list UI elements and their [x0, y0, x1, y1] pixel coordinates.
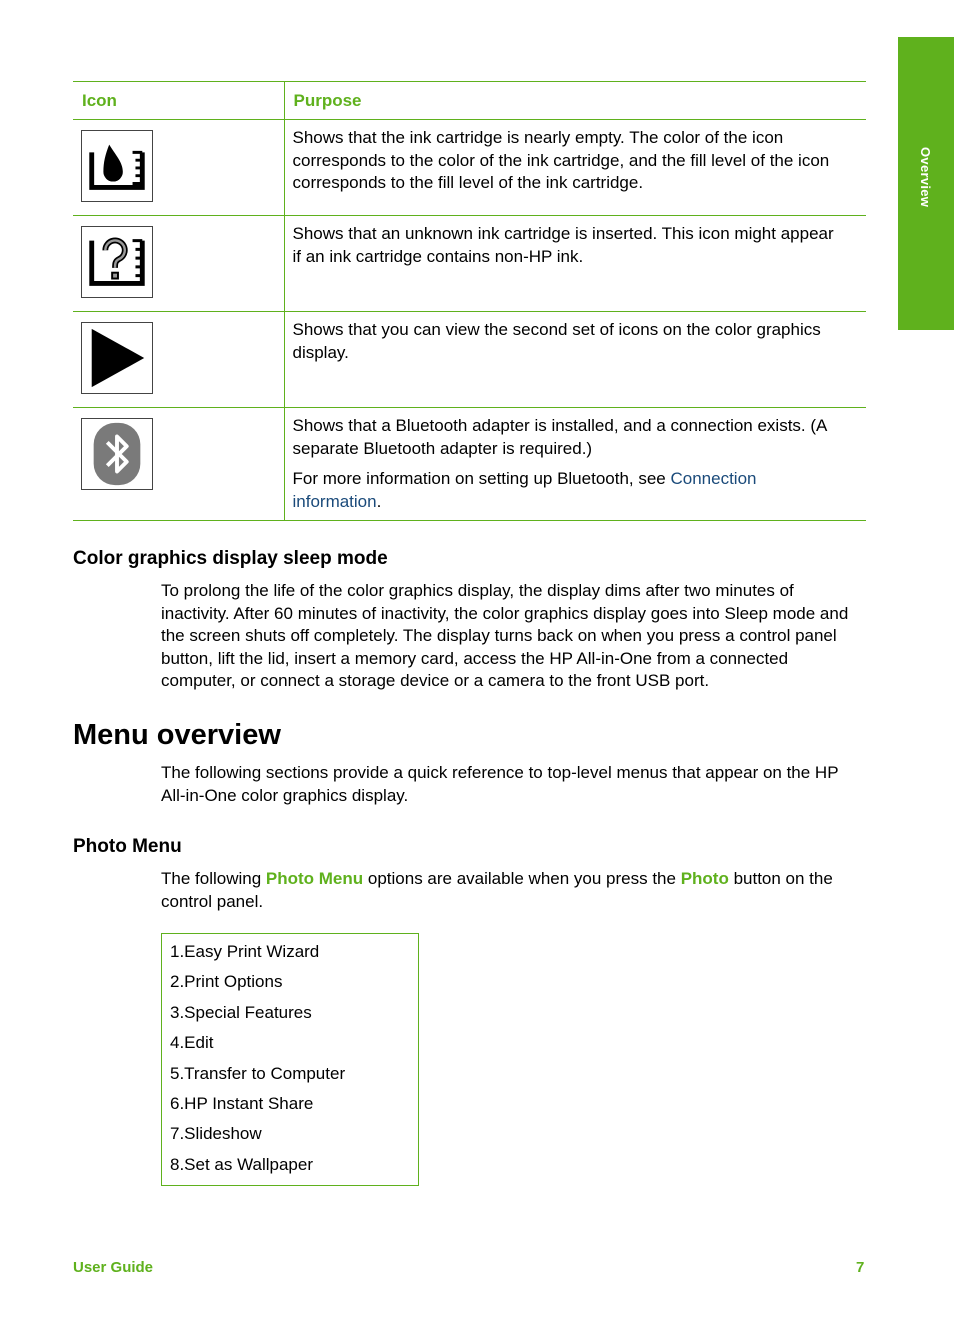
header-icon: Icon	[73, 82, 284, 120]
unknown-cartridge-icon	[81, 226, 153, 298]
connection-information-link[interactable]: Connection information	[292, 469, 757, 511]
bluetooth-icon	[81, 418, 153, 490]
sleep-mode-heading: Color graphics display sleep mode	[73, 548, 388, 569]
sleep-mode-text: To prolong the life of the color graphics display, the display dims after two minutes of inactivity. After 60 minutes of inactivity, the color graphics display goes into Sleep mode and the screen shuts off completely. The display turns back on when you press a control panel button, lift the lid, insert a memory card, access the HP All-in-One from a connected computer, or connect a storage device or a camera to the front USB port.	[161, 581, 849, 691]
purpose-text: Shows that an unknown ink cartridge is inserted. This icon might appear if an ink cartridge contains non-HP ink.	[292, 224, 834, 266]
purpose-text: Shows that the ink cartridge is nearly empty. The color of the icon corresponds to the color of the ink cartridge, and the fill level of the icon corresponds to the fill level of the ink cartridge.	[292, 128, 830, 192]
list-item: 4.Edit	[170, 1033, 214, 1053]
list-item: 3.Special Features	[170, 1002, 312, 1022]
right-arrow-icon	[81, 322, 153, 394]
photo-menu-term: Photo Menu	[265, 869, 364, 888]
list-item: 2.Print Options	[170, 972, 283, 992]
menu-overview-heading: Menu overview	[73, 719, 281, 751]
photo-button-term: Photo	[680, 869, 729, 888]
ink-low-icon	[81, 130, 153, 202]
list-item: 1.Easy Print Wizard	[170, 942, 320, 961]
purpose-text: Shows that a Bluetooth adapter is installed, and a connection exists. (A separate Bluetooth adapter is required.)	[292, 416, 827, 458]
list-item: 5.Transfer to Computer	[170, 1063, 346, 1083]
header-purpose: Purpose	[284, 82, 866, 120]
menu-overview-text: The following sections provide a quick reference to top-level menus that appear on the HP All-in-One color graphics display.	[161, 763, 839, 805]
table-row	[73, 120, 866, 216]
purpose-text: Shows that you can view the second set of icons on the color graphics display.	[292, 320, 821, 362]
table-row	[73, 408, 866, 521]
chapter-tab-label: Overview	[918, 147, 933, 208]
photo-menu-heading: Photo Menu	[73, 836, 182, 857]
table-header-row	[73, 82, 866, 120]
list-item: 7.Slideshow	[170, 1124, 262, 1144]
table-row	[73, 312, 866, 408]
table-row	[73, 216, 866, 312]
footer-title: User Guide	[73, 1259, 154, 1276]
photo-menu-list	[161, 933, 419, 1186]
bluetooth-more-info: For more information on setting up Bluetooth, see Connection information.	[292, 469, 757, 511]
icon-table	[73, 81, 866, 521]
chapter-tab	[898, 37, 954, 330]
list-item: 6.HP Instant Share	[170, 1093, 314, 1113]
photo-menu-intro: The following Photo Menu options are available when you press the Photo button on the control panel.	[161, 869, 833, 911]
list-item: 8.Set as Wallpaper	[170, 1154, 313, 1174]
page-number: 7	[856, 1259, 865, 1276]
